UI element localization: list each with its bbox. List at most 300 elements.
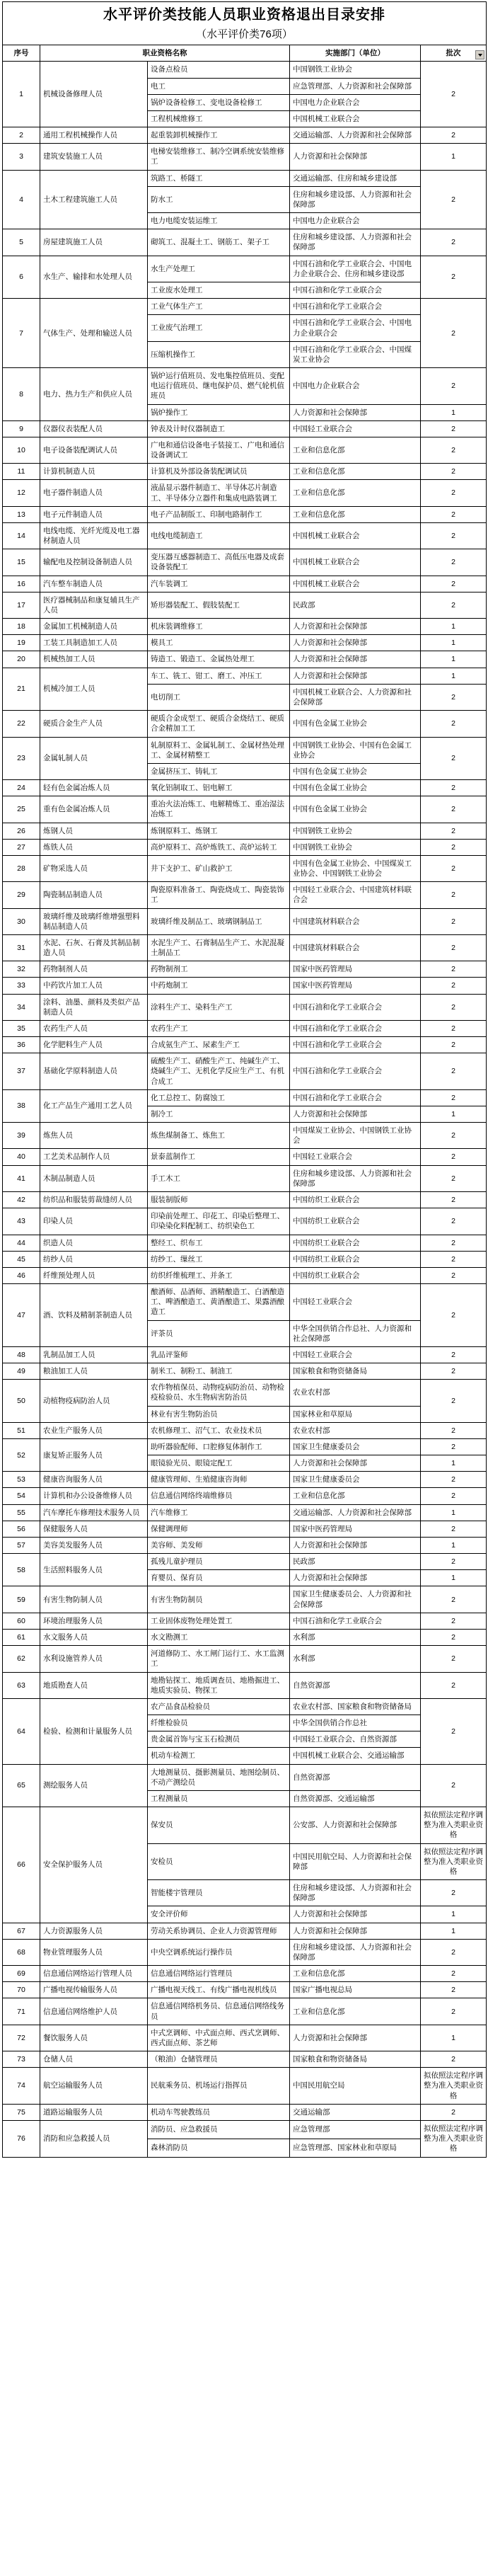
category-cell: 电线电缆、光纤光缆及电工器材制造人员	[40, 522, 148, 549]
department-cell: 中国有色金属工业协会	[290, 711, 421, 737]
qualification-cell: 锅炉操作工	[148, 404, 290, 420]
table-row	[3, 1235, 487, 1251]
batch-cell: 2	[421, 978, 487, 994]
row-number-cell: 25	[3, 796, 40, 823]
batch-cell: 拟依照法定程序调整为准入类职业资格	[421, 2068, 487, 2105]
qualification-cell: 工程机械维修工	[148, 110, 290, 127]
department-cell: 交通运输部、人力资源和社会保障部	[290, 127, 421, 144]
batch-cell: 2	[421, 1053, 487, 1090]
department-cell: 工业和信息化部	[290, 464, 421, 480]
batch-cell: 1	[421, 404, 487, 420]
category-cell: 粮油加工人员	[40, 1363, 148, 1380]
department-cell: 中华全国供销合作总社、人力资源和社会保障部	[290, 1320, 421, 1346]
department-cell: 中国轻工业联合会、自然资源部	[290, 1731, 421, 1748]
table-row	[3, 2025, 487, 2051]
table-row	[3, 368, 487, 405]
row-number-cell: 50	[3, 1380, 40, 1423]
row-number-cell: 69	[3, 1966, 40, 1982]
department-cell: 中国轻工业联合会	[290, 1284, 421, 1321]
department-cell: 人力资源和社会保障部	[290, 144, 421, 170]
table-row	[3, 1672, 487, 1698]
batch-cell: 2	[421, 994, 487, 1020]
category-cell: 信息通信网络运行管理人员	[40, 1966, 148, 1982]
category-cell: 药物制剂人员	[40, 961, 148, 978]
department-cell: 工业和信息化部	[290, 437, 421, 463]
row-number-cell: 53	[3, 1472, 40, 1488]
batch-cell: 2	[421, 1149, 487, 1165]
qualification-cell: 乳品评鉴师	[148, 1346, 290, 1363]
department-cell: 农业农村部	[290, 1380, 421, 1406]
category-cell: 水生产、输排和水处理人员	[40, 256, 148, 299]
batch-cell: 2	[421, 464, 487, 480]
category-cell: 电子元件制造人员	[40, 506, 148, 522]
category-cell: 电力、热力生产和供应人员	[40, 368, 148, 421]
row-number-cell: 57	[3, 1537, 40, 1553]
batch-cell: 2	[421, 229, 487, 256]
category-cell: 金属轧制人员	[40, 737, 148, 780]
table-row	[3, 619, 487, 635]
table-row	[3, 1267, 487, 1283]
category-cell: 玻璃纤维及玻璃纤维增强塑料制品制造人员	[40, 908, 148, 934]
batch-cell: 2	[421, 823, 487, 839]
qualification-cell: 森林消防员	[148, 2139, 290, 2157]
department-cell: 中国石油和化学工业联合会	[290, 1020, 421, 1036]
table-row	[3, 908, 487, 934]
category-cell: 输配电及控制设备制造人员	[40, 549, 148, 576]
batch-cell: 2	[421, 1037, 487, 1053]
category-cell: 消防和应急救援人员	[40, 2121, 148, 2158]
department-cell: 中国机械工业联合会、人力资源和社会保障部	[290, 684, 421, 710]
category-cell: 炼钢人员	[40, 823, 148, 839]
category-cell: 仪器仪表装配人员	[40, 420, 148, 437]
qualification-cell: 农药生产工	[148, 1020, 290, 1036]
table-row	[3, 1698, 487, 1715]
table-row	[3, 668, 487, 684]
qualification-cell: 地勘钻探工、地质调查员、地勘掘进工、地质实验员、物探工	[148, 1672, 290, 1698]
row-number-cell: 42	[3, 1192, 40, 1208]
batch-cell: 1	[421, 144, 487, 170]
qualification-cell: 化工总控工、防腐蚀工	[148, 1089, 290, 1106]
table-row	[3, 961, 487, 978]
table-row	[3, 1764, 487, 1790]
batch-cell: 2	[421, 1208, 487, 1235]
table-row	[3, 651, 487, 668]
table-row	[3, 1613, 487, 1629]
qualification-cell: 重冶火法冶炼工、电解精炼工、重冶湿法冶炼工	[148, 796, 290, 823]
row-number-cell: 68	[3, 1939, 40, 1965]
qualification-cell: 机动车驾驶教练员	[148, 2104, 290, 2120]
row-number-cell: 52	[3, 1438, 40, 1471]
qualification-cell: 信息通信网络终端维修员	[148, 1488, 290, 1504]
qualification-cell: 农机修理工、沼气工、农业技术员	[148, 1422, 290, 1438]
qualification-cell: 硬质合金成型工、硬质合金烧结工、硬质合金精加工工	[148, 711, 290, 737]
table-row	[3, 576, 487, 592]
batch-cell: 2	[421, 1346, 487, 1363]
table-row	[3, 1422, 487, 1438]
table-row	[3, 1284, 487, 1321]
department-cell: 中国石油和化学工业联合会	[290, 299, 421, 315]
table-row	[3, 2068, 487, 2105]
table-row	[3, 1089, 487, 1106]
category-cell: 机械设备修理人员	[40, 62, 148, 127]
category-cell: 纤维预处理人员	[40, 1267, 148, 1283]
department-cell: 中国建筑材料联合会	[290, 934, 421, 961]
batch-cell: 2	[421, 1629, 487, 1645]
table-row	[3, 1472, 487, 1488]
batch-cell: 2	[421, 1554, 487, 1570]
department-cell: 中国机械工业联合会	[290, 110, 421, 127]
category-cell: 土木工程建筑施工人员	[40, 170, 148, 229]
qualification-cell: 汽车维修工	[148, 1504, 290, 1521]
table-row	[3, 978, 487, 994]
department-cell: 住房和城乡建设部、人力资源和社会保障部	[290, 1880, 421, 1906]
row-number-cell: 35	[3, 1020, 40, 1036]
department-cell: 国家卫生健康委员会	[290, 1438, 421, 1455]
qualification-cell: 锅炉运行值班员、发电集控值班员、变配电运行值班员、继电保护员、燃气轮机值班员	[148, 368, 290, 405]
row-number-cell: 2	[3, 127, 40, 144]
row-number-cell: 51	[3, 1422, 40, 1438]
header-qualification: 职业资格名称	[40, 45, 290, 62]
category-cell: 纺织品和服装剪裁缝纫人员	[40, 1192, 148, 1208]
row-number-cell: 12	[3, 480, 40, 506]
table-row	[3, 1998, 487, 2025]
table-row	[3, 1438, 487, 1455]
table-row	[3, 144, 487, 170]
department-cell: 国家林业和草原局	[290, 1406, 421, 1422]
row-number-cell: 26	[3, 823, 40, 839]
department-cell: 工业和信息化部	[290, 480, 421, 506]
qualification-cell: 评茶员	[148, 1320, 290, 1346]
qualification-cell: 机床装调维修工	[148, 619, 290, 635]
row-number-cell: 44	[3, 1235, 40, 1251]
department-cell: 中国有色金属工业协会	[290, 763, 421, 779]
row-number-cell: 24	[3, 780, 40, 796]
department-cell: 中国石油和化学工业联合会	[290, 1613, 421, 1629]
department-cell: 中国石油和化学工业联合会	[290, 1037, 421, 1053]
qualification-cell: 中药炮制工	[148, 978, 290, 994]
category-cell: 化学肥料生产人员	[40, 1037, 148, 1053]
table-row	[3, 994, 487, 1020]
table-row	[3, 855, 487, 881]
table-row	[3, 549, 487, 576]
table-row	[3, 1521, 487, 1537]
batch-cell: 2	[421, 576, 487, 592]
department-cell: 中国民用航空局	[290, 2068, 421, 2105]
qualification-cell: 整经工、织布工	[148, 1235, 290, 1251]
qualification-cell: 工业固体废物处理处置工	[148, 1613, 290, 1629]
table-row	[3, 127, 487, 144]
category-cell: 硬质合金生产人员	[40, 711, 148, 737]
batch-cell: 2	[421, 1764, 487, 1807]
row-number-cell: 70	[3, 1982, 40, 1998]
table-row	[3, 1966, 487, 1982]
qualification-cell: 纺织纤维梳理工、并条工	[148, 1267, 290, 1283]
table-row	[3, 1554, 487, 1570]
row-number-cell: 75	[3, 2104, 40, 2120]
batch-cell: 2	[421, 961, 487, 978]
qualification-cell: 工业废水处理工	[148, 282, 290, 299]
qualification-cell: 农产品食品检验员	[148, 1698, 290, 1715]
table-row	[3, 480, 487, 506]
row-number-cell: 15	[3, 549, 40, 576]
batch-cell: 2	[421, 1939, 487, 1965]
qualification-cell: 硫酸生产工、硝酸生产工、纯碱生产工、烧碱生产工、无机化学反应生产工、有机合成工	[148, 1053, 290, 1090]
qualification-cell: 劳动关系协调员、企业人力资源管理师	[148, 1923, 290, 1939]
row-number-cell: 61	[3, 1629, 40, 1645]
department-cell: 中国建筑材料联合会	[290, 908, 421, 934]
qualification-cell: 安全评价师	[148, 1906, 290, 1923]
row-number-cell: 20	[3, 651, 40, 668]
table-row	[3, 823, 487, 839]
row-number-cell: 34	[3, 994, 40, 1020]
department-cell: 住房和城乡建设部、人力资源和社会保障部	[290, 1165, 421, 1191]
qualification-cell: 机动车检测工	[148, 1748, 290, 1764]
row-number-cell: 18	[3, 619, 40, 635]
batch-cell: 2	[421, 62, 487, 127]
qualification-cell: 大地测量员、摄影测量员、地图绘制员、不动产测绘员	[148, 1764, 290, 1790]
batch-cell: 2	[421, 1672, 487, 1698]
qualification-cell: 药物制剂工	[148, 961, 290, 978]
title-block	[3, 2, 487, 45]
table-row	[3, 796, 487, 823]
qualification-exit-table	[2, 1, 487, 2158]
batch-cell: 1	[421, 1570, 487, 1586]
qualification-cell: 河道修防工、水工闸门运行工、水工监测工	[148, 1646, 290, 1672]
department-cell: 中国钢铁工业协会	[290, 823, 421, 839]
row-number-cell: 72	[3, 2025, 40, 2051]
table-row	[3, 1380, 487, 1406]
qualification-cell: 助听器验配师、口腔修复体制作工	[148, 1438, 290, 1455]
batch-cell: 2	[421, 908, 487, 934]
table-row	[3, 506, 487, 522]
department-cell: 人力资源和社会保障部	[290, 1923, 421, 1939]
category-cell: 水利设施管养人员	[40, 1646, 148, 1672]
category-cell: 康复矫正服务人员	[40, 1438, 148, 1471]
table-row	[3, 934, 487, 961]
department-cell: 人力资源和社会保障部	[290, 619, 421, 635]
qualification-cell: 井下支护工、矿山救护工	[148, 855, 290, 881]
department-cell: 人力资源和社会保障部	[290, 1570, 421, 1586]
table-row	[3, 780, 487, 796]
category-cell: 炼铁人员	[40, 839, 148, 855]
department-cell: 交通运输部	[290, 2104, 421, 2120]
category-cell: 矿物采选人员	[40, 855, 148, 881]
row-number-cell: 30	[3, 908, 40, 934]
batch-cell: 2	[421, 1020, 487, 1036]
batch-cell: 2	[421, 839, 487, 855]
table-row	[3, 1037, 487, 1053]
category-cell: 物业管理服务人员	[40, 1939, 148, 1965]
category-cell: 电子设备装配调试人员	[40, 437, 148, 463]
row-number-cell: 28	[3, 855, 40, 881]
table-row	[3, 592, 487, 618]
department-cell: 中国轻工业联合会	[290, 420, 421, 437]
department-cell: 中国轻工业联合会	[290, 1346, 421, 1363]
department-cell: 中国煤炭工业协会、中国钢铁工业协会	[290, 1123, 421, 1149]
department-cell: 中国轻工业联合会	[290, 1149, 421, 1165]
row-number-cell: 3	[3, 144, 40, 170]
qualification-cell: 玻璃纤维及制品工、玻璃钢制品工	[148, 908, 290, 934]
table-row	[3, 1807, 487, 1844]
department-cell: 中国石油和化学工业联合会	[290, 1089, 421, 1106]
department-cell: 中国石油和化学工业联合会、中国电力企业联合会、住房和城乡建设部	[290, 256, 421, 282]
batch-cell: 2	[421, 1982, 487, 1998]
department-cell: 交通运输部、住房和城乡建设部	[290, 170, 421, 186]
category-cell: 检验、检测和计量服务人员	[40, 1698, 148, 1764]
category-cell: 金属加工机械制造人员	[40, 619, 148, 635]
category-cell: 农业生产服务人员	[40, 1422, 148, 1438]
header-batch-label: 批次	[446, 49, 461, 58]
department-cell: 中国轻工业联合会、中国建筑材料联合会	[290, 882, 421, 908]
category-cell: 环境治理服务人员	[40, 1613, 148, 1629]
batch-cell: 2	[421, 780, 487, 796]
qualification-cell: （粮油）仓储管理员	[148, 2051, 290, 2068]
batch-cell: 2	[421, 882, 487, 908]
department-cell: 中国石油和化学工业联合会	[290, 1053, 421, 1090]
category-cell: 轻有色金属冶炼人员	[40, 780, 148, 796]
row-number-cell: 64	[3, 1698, 40, 1764]
qualification-cell: 电线电缆制造工	[148, 522, 290, 549]
department-cell: 自然资源部	[290, 1764, 421, 1790]
department-cell: 中国机械工业联合会	[290, 576, 421, 592]
row-number-cell: 43	[3, 1208, 40, 1235]
qualification-cell: 锅炉设备检修工、变电设备检修工	[148, 94, 290, 110]
qualification-cell: 有害生物防制员	[148, 1586, 290, 1613]
department-cell: 中国石油和化学工业联合会、中国电力企业联合会	[290, 315, 421, 341]
department-cell: 国家粮食和物资储备局	[290, 2051, 421, 2068]
row-number-cell: 16	[3, 576, 40, 592]
department-cell: 中国电力企业联合会	[290, 213, 421, 229]
category-cell: 人力资源服务人员	[40, 1923, 148, 1939]
qualification-cell: 水生产处理工	[148, 256, 290, 282]
batch-cell: 2	[421, 368, 487, 405]
department-cell: 工业和信息化部	[290, 506, 421, 522]
department-cell: 住房和城乡建设部、人力资源和社会保障部	[290, 1939, 421, 1965]
category-cell: 建筑安装施工人员	[40, 144, 148, 170]
batch-cell: 2	[421, 855, 487, 881]
qualification-cell: 模具工	[148, 635, 290, 651]
table-row	[3, 1629, 487, 1645]
row-number-cell: 5	[3, 229, 40, 256]
department-cell: 交通运输部、人力资源和社会保障部	[290, 1504, 421, 1521]
batch-cell: 2	[421, 1966, 487, 1982]
table-row	[3, 1488, 487, 1504]
qualification-cell: 陶瓷原料准备工、陶瓷烧成工、陶瓷装饰工	[148, 882, 290, 908]
department-cell: 人力资源和社会保障部	[290, 1106, 421, 1122]
row-number-cell: 22	[3, 711, 40, 737]
table-row	[3, 2104, 487, 2120]
row-number-cell: 13	[3, 506, 40, 522]
qualification-cell: 电切削工	[148, 684, 290, 710]
qualification-cell: 手工木工	[148, 1165, 290, 1191]
table-row	[3, 1123, 487, 1149]
batch-cell: 2	[421, 1089, 487, 1106]
department-cell: 中国纺织工业联合会	[290, 1208, 421, 1235]
batch-cell: 1	[421, 1504, 487, 1521]
department-cell: 水利部	[290, 1646, 421, 1672]
department-cell: 中国石油和化学工业联合会	[290, 994, 421, 1020]
category-cell: 印染人员	[40, 1208, 148, 1235]
batch-cell: 2	[421, 1488, 487, 1504]
qualification-cell: 中央空调系统运行操作员	[148, 1939, 290, 1965]
qualification-cell: 设备点检员	[148, 62, 290, 78]
table-row	[3, 2121, 487, 2139]
qualification-cell: 汽车装调工	[148, 576, 290, 592]
department-cell: 农业农村部、国家粮食和物资储备局	[290, 1698, 421, 1715]
qualification-cell: 民航乘务员、机场运行指挥员	[148, 2068, 290, 2105]
qualification-cell: 健康管理师、生殖健康咨询师	[148, 1472, 290, 1488]
qualification-cell: 美容师、美发师	[148, 1537, 290, 1553]
row-number-cell: 10	[3, 437, 40, 463]
filter-dropdown-icon[interactable]	[475, 50, 484, 59]
department-cell: 自然资源部	[290, 1672, 421, 1698]
department-cell: 国家中医药管理局	[290, 978, 421, 994]
category-cell: 重有色金属冶炼人员	[40, 796, 148, 823]
qualification-cell: 铸造工、锻造工、金属热处理工	[148, 651, 290, 668]
row-number-cell: 14	[3, 522, 40, 549]
qualification-cell: 酿酒师、品酒师、酒精酿造工、白酒酿造工、啤酒酿造工、黄酒酿造工、果露酒酿造工	[148, 1284, 290, 1321]
department-cell: 中华全国供销合作总社	[290, 1715, 421, 1731]
qualification-cell: 炼钢原料工、炼钢工	[148, 823, 290, 839]
qualification-cell: 工程测量员	[148, 1790, 290, 1807]
table-row	[3, 1020, 487, 1036]
department-cell: 应急管理部、国家林业和草原局	[290, 2139, 421, 2157]
batch-cell: 1	[421, 2025, 487, 2051]
category-cell: 通用工程机械操作人员	[40, 127, 148, 144]
table-row	[3, 256, 487, 282]
row-number-cell: 31	[3, 934, 40, 961]
qualification-cell: 消防员、应急救援员	[148, 2121, 290, 2139]
category-cell: 陶瓷制品制造人员	[40, 882, 148, 908]
row-number-cell: 54	[3, 1488, 40, 1504]
batch-cell: 2	[421, 127, 487, 144]
row-number-cell: 48	[3, 1346, 40, 1363]
department-cell: 国家粮食和物资储备局	[290, 1363, 421, 1380]
category-cell: 测绘服务人员	[40, 1764, 148, 1807]
qualification-cell: 防水工	[148, 186, 290, 212]
row-number-cell: 29	[3, 882, 40, 908]
batch-cell: 2	[421, 1646, 487, 1672]
batch-cell: 2	[421, 170, 487, 229]
batch-cell: 2	[421, 522, 487, 549]
qualification-cell: 印染前处理工、印花工、印染后整理工、印染染化料配制工、纺织染色工	[148, 1208, 290, 1235]
batch-cell: 2	[421, 737, 487, 780]
qualification-cell: 液晶显示器件制造工、半导体芯片制造工、半导体分立器件和集成电路装调工	[148, 480, 290, 506]
qualification-cell: 合成氨生产工、尿素生产工	[148, 1037, 290, 1053]
row-number-cell: 67	[3, 1923, 40, 1939]
row-number-cell: 40	[3, 1149, 40, 1165]
table-row	[3, 1149, 487, 1165]
row-number-cell: 23	[3, 737, 40, 780]
qualification-cell: 压缩机操作工	[148, 341, 290, 367]
department-cell: 人力资源和社会保障部	[290, 404, 421, 420]
batch-cell: 拟依照法定程序调整为准入类职业资格	[421, 2121, 487, 2158]
department-cell: 住房和城乡建设部、人力资源和社会保障部	[290, 186, 421, 212]
department-cell: 应急管理部	[290, 2121, 421, 2139]
qualification-cell: 保安员	[148, 1807, 290, 1844]
category-cell: 安全保护服务人员	[40, 1807, 148, 1923]
qualification-cell: 电力电缆安装运维工	[148, 213, 290, 229]
qualification-cell: 电梯安装维修工、制冷空调系统安装维修工	[148, 144, 290, 170]
batch-cell: 2	[421, 1698, 487, 1764]
table-row	[3, 635, 487, 651]
row-number-cell: 46	[3, 1267, 40, 1283]
department-cell: 住房和城乡建设部、人力资源和社会保障部	[290, 229, 421, 256]
row-number-cell: 47	[3, 1284, 40, 1347]
table-row	[3, 229, 487, 256]
qualification-cell: 广电和通信设备电子装接工、广电和通信设备调试工	[148, 437, 290, 463]
department-cell: 水利部	[290, 1629, 421, 1645]
